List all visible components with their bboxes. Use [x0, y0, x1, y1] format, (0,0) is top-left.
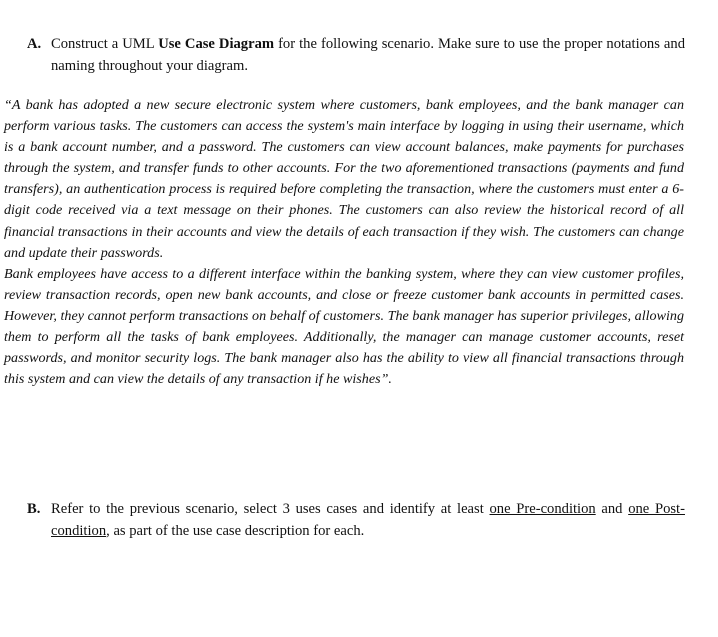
question-a-text-before: Construct a UML [51, 36, 159, 52]
question-a [27, 33, 685, 77]
question-b-text [51, 498, 685, 542]
pre-condition-term: one Pre-condition [489, 501, 596, 517]
scenario-paragraph-2: Bank employees have access to a different interface within the banking system, where they can view customer profiles, review transaction records, open new bank accounts, and close or freeze customer bank accounts in permitted cases. However, they cannot perform transactions on behalf of customers. The bank manager has superior privileges, allowing them to perform all the tasks of bank employees. Additionally, the manager can manage customer accounts, reset passwords, and monitor security logs. The bank manager also has the ability to view all financial transactions through this system and can view the details of any transaction if he wishes”. [4, 265, 684, 388]
question-a-text-after: for the following scenario. Make sure to use the proper notations and naming throughout your diagram. [51, 36, 686, 74]
post-condition-term: one Post-condition [51, 501, 685, 539]
question-b [27, 498, 685, 542]
scenario-text [4, 95, 684, 390]
question-a-text [51, 33, 685, 77]
question-b-text-after: , as part of the use case description for each. [106, 523, 365, 539]
question-b-marker: B. [27, 501, 41, 517]
question-a-bold-term: Use Case Diagram [158, 36, 275, 52]
question-b-text-middle: and [595, 501, 629, 517]
question-a-marker: A. [27, 36, 42, 52]
question-b-text-before: Refer to the previous scenario, select 3 uses cases and identify at least [51, 501, 490, 517]
scenario-paragraph-1: “A bank has adopted a new secure electronic system where customers, bank employees, and the bank manager can perform various tasks. The customers can access the system's main interface by logging in using their username, which is a bank account number, and a password. The customers can view account balances, make payments for purchases through the system, and transfer funds to other accounts. For the two aforementioned transactions (payments and fund transfers), an authentication process is required before completing the transaction, where the customers must enter a 6-digit code received via a text message on their phones. The customers can also review the historical record of all financial transactions in their accounts and view the details of each transaction if they wish. The customers can change and update their passwords. [4, 97, 684, 261]
